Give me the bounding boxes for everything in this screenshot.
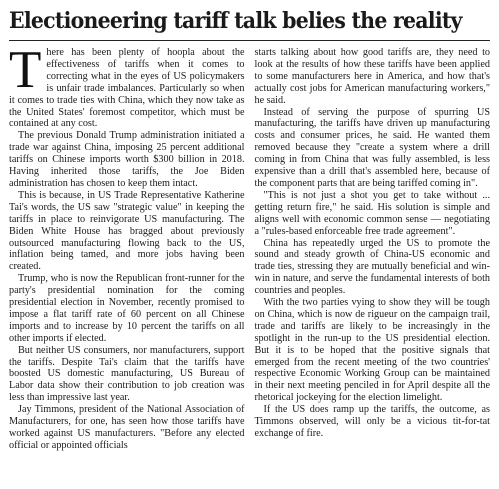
paragraph: Trump, who is now the Republican front-runner for the party's presidential nomination for the coming presidential election in November, recently promised to impose a flat tariff rate of 60 percent on all Chinese imports and to increase by 10 percent the tariffs on all other imports if elected. bbox=[9, 273, 245, 344]
paragraph: starts talking about how good tariffs are, they need to look at the results of how these tariffs have been applied to some manufacturers here in America, and how that's actually cost jobs for American manufacturing workers," he said. bbox=[254, 47, 490, 106]
paragraph: China has repeatedly urged the US to promote the sound and steady growth of China-US economic and trade ties, stressing they are mutually beneficial and win-win in nature, and serve the fundamental interests of both countries and peoples. bbox=[254, 237, 490, 297]
paragraph: But neither US consumers, nor manufacturers, support the tariffs. Despite Tai's claim that the tariffs have boosted US domestic manufacturing, US Bureau of Labor data show their contribution to job creation was less than impressive last year. bbox=[9, 344, 245, 404]
article-body bbox=[9, 41, 490, 452]
paragraph: If the US does ramp up the tariffs, the outcome, as Timmons observed, will only be a vicious tit-for-tat exchange of fire. bbox=[254, 404, 490, 439]
headline-rule bbox=[9, 40, 490, 41]
paragraph: Instead of serving the purpose of spurring US manufacturing, the tariffs have driven up manufacturing costs and consumer prices, he said. He wanted them removed because they "create a system where a drill coming in from China that was fully assembled, is less expensive than a drill that's assembled here, because of the component parts that are being tariffed coming in". bbox=[254, 106, 490, 189]
paragraph: "This is not just a shot you get to take without ... getting return fire," he said. His solution is simple and aligns well with economic common sense — negotiating a "rules-based enforceable free trade agreement". bbox=[254, 189, 490, 237]
paragraph: The previous Donald Trump administration initiated a trade war against China, imposing 25 percent additional tariffs on Chinese imports worth $300 billion in 2018. Having inherited those tariffs, the Joe Biden administration has chosen to keep them intact. bbox=[9, 130, 245, 189]
headline: Electioneering tariff talk belies the reality bbox=[9, 8, 462, 34]
column-right bbox=[255, 47, 491, 452]
paragraph: Jay Timmons, president of the National Association of Manufacturers, for one, has seen how those tariffs have worked against US manufacturers. "Before any elected official or appointed officials bbox=[9, 404, 245, 451]
paragraph bbox=[9, 41, 245, 130]
paragraph-text: here has been plenty of hoopla about the effectiveness of tariffs when it comes to correcting what in the eyes of US policymakers is unfair trade imbalances. Particularly so when it comes to trade ties with China, which they now take as the United States' foremost competitor, which must be contained at any cost. bbox=[9, 47, 245, 130]
column-left bbox=[9, 41, 245, 452]
drop-cap: T bbox=[9, 41, 42, 99]
paragraph: This is because, in US Trade Representative Katherine Tai's words, the US saw "strategic value" in keeping the tariffs in place to reinvigorate US manufacturing. The Biden White House has bragged about previously outsourced manufacturing flowing back to the US, inflation being tamed, and more jobs having been created. bbox=[9, 189, 245, 273]
paragraph: With the two parties vying to show they will be tough on China, which is now de rigueur on the campaign trail, trade and tariffs are likely to be increasingly in the spotlight in the run-up to the US presidential election. But it is to be hoped that the positive signals that emerged from the recent meeting of the two countries' respective Economic Working Group can be maintained in their next meeting penciled in for April despite all the rhetorical jockeying for the election limelight. bbox=[254, 297, 490, 404]
